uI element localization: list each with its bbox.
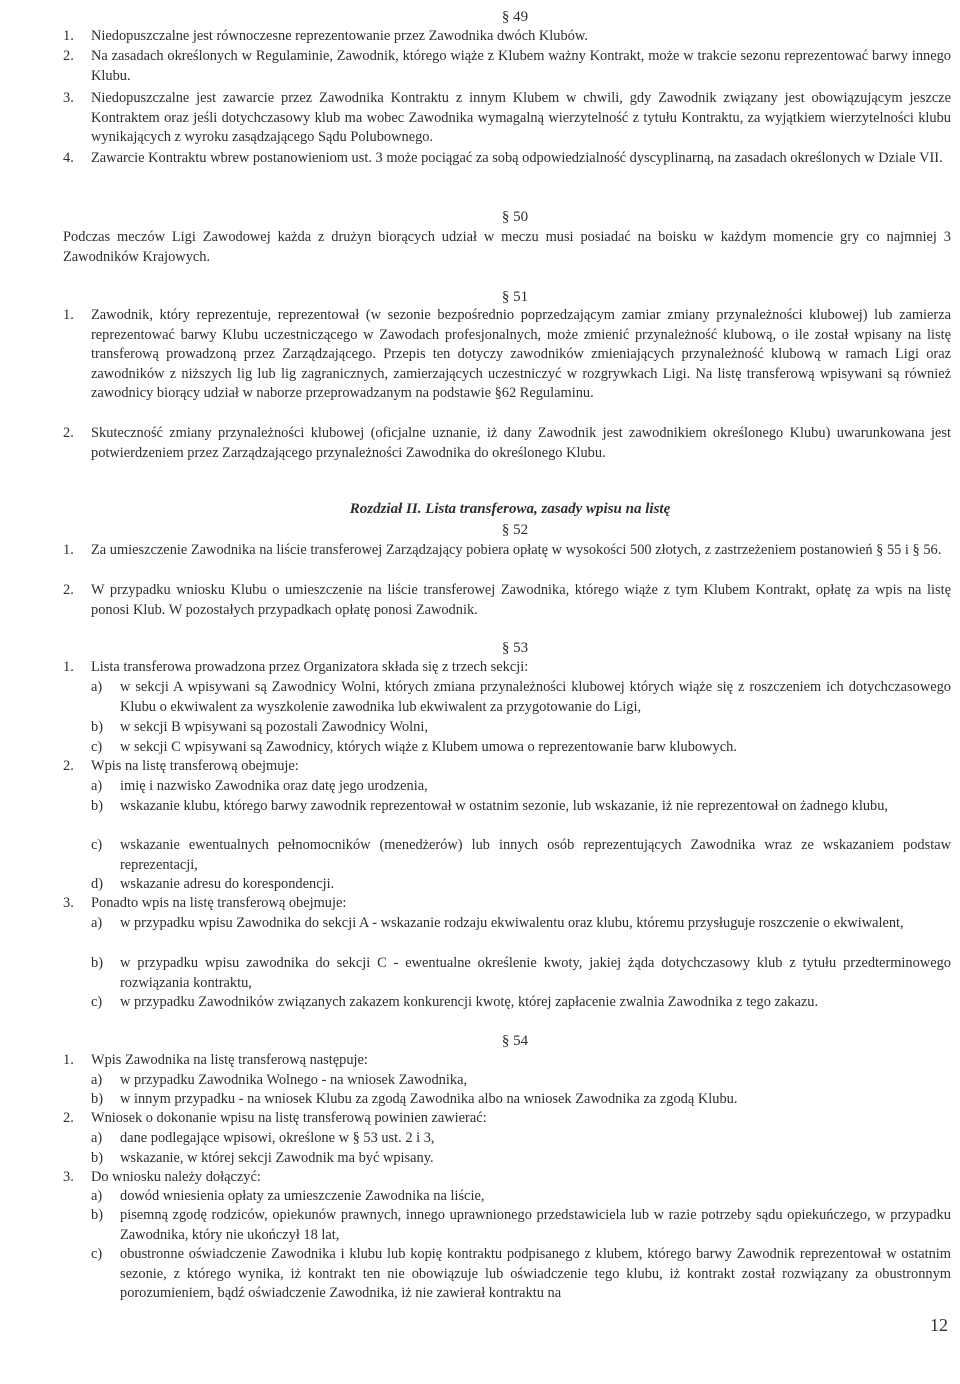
sub-item	[91, 1071, 951, 1091]
paragraph: Podczas meczów Ligi Zawodowej każda z drużyn biorących udział w meczu musi posiadać na boisku w każdym momencie gry co najmniej 3 Zawodników Krajowych.	[63, 229, 951, 265]
sub-item	[91, 993, 951, 1013]
item-text: Wniosek o dokonanie wpisu na listę transferową powinien zawierać:	[91, 1110, 487, 1126]
section-heading-51: § 51	[501, 289, 529, 305]
sub-item	[91, 1129, 951, 1149]
sub-item-letter: b)	[91, 798, 103, 814]
item-number: 2.	[63, 425, 74, 441]
sub-item-letter: b)	[91, 1091, 103, 1107]
section-heading-54: § 54	[501, 1033, 529, 1049]
item-text: W przypadku wniosku Klubu o umieszczenie na liście transferowej Zawodnika, którego wiąże z tym Klubem Kontrakt, opłatę za wpis na listę ponosi Klub. W pozostałych przypadkach opłatę ponosi Zawodnik.	[91, 582, 951, 618]
item-number: 2.	[63, 758, 74, 774]
sub-item-letter: a)	[91, 1072, 103, 1088]
item-text: Na zasadach określonych w Regulaminie, Zawodnik, którego wiąże z Klubem ważny Kontrakt, może w trakcie sezonu reprezentować barwy innego Klubu.	[91, 48, 951, 84]
sub-item	[91, 1206, 951, 1245]
sub-item-letter: c)	[91, 994, 103, 1010]
sub-item-text: w sekcji B wpisywani są pozostali Zawodnicy Wolni,	[120, 719, 428, 735]
item-number: 2.	[63, 1110, 74, 1126]
section-heading-53: § 53	[501, 640, 529, 656]
sub-item	[91, 718, 951, 738]
item-number: 1.	[63, 307, 74, 323]
item-text: Skuteczność zmiany przynależności klubowej (oficjalne uznanie, iż dany Zawodnik jest zawodnikiem określonego Klubu) uwarunkowana jest potwierdzeniem przez Zarządzającego przynależności Zawodnika do określonego Klubu.	[91, 425, 951, 461]
list-item	[63, 149, 951, 169]
list-item	[63, 89, 951, 148]
sub-item	[91, 875, 951, 895]
sub-item-letter: a)	[91, 778, 103, 794]
sub-item-text: wskazanie adresu do korespondencji.	[120, 876, 335, 892]
sub-item-letter: c)	[91, 1246, 103, 1262]
sub-item-text: wskazanie ewentualnych pełnomocników (menedżerów) lub innych osób reprezentujących Zawodnika wraz ze wskazaniem podstaw reprezentacji,	[120, 837, 951, 873]
list-item	[63, 541, 951, 561]
item-text: Ponadto wpis na listę transferową obejmuje:	[91, 895, 347, 911]
chapter-title: Rozdział II. Lista transferowa, zasady wpisu na listę	[349, 501, 671, 517]
sub-item	[91, 836, 951, 875]
sub-item	[91, 1149, 951, 1169]
sub-item-text: wskazanie klubu, którego barwy zawodnik reprezentował w ostatnim sezonie, lub wskazanie, iż nie reprezentował on żadnego klubu,	[120, 798, 889, 814]
sub-item-letter: b)	[91, 1150, 103, 1166]
sub-item-letter: c)	[91, 837, 103, 853]
sub-item	[91, 777, 951, 797]
list-item	[63, 424, 951, 463]
item-number: 3.	[63, 895, 74, 911]
sub-item-letter: a)	[91, 1188, 103, 1204]
sub-item-text: w sekcji C wpisywani są Zawodnicy, których wiąże z Klubem umowa o reprezentowanie barw klubowych.	[120, 739, 737, 755]
item-number: 2.	[63, 582, 74, 598]
list-item	[63, 27, 951, 47]
list-item	[63, 1051, 951, 1071]
list-item	[63, 757, 951, 777]
sub-item-text: w przypadku wpisu Zawodnika do sekcji A - wskazanie rodzaju ekwiwalentu oraz klubu, któremu przysługuje roszczenie o ekwiwalent,	[120, 915, 904, 931]
sub-item-letter: b)	[91, 1207, 103, 1223]
item-text: Zawarcie Kontraktu wbrew postanowieniom ust. 3 może pociągać za sobą odpowiedzialność dyscyplinarną, na zasadach określonych w Dziale VII.	[91, 150, 943, 166]
list-item	[63, 47, 951, 86]
item-number: 3.	[63, 1169, 74, 1185]
item-number: 1.	[63, 659, 74, 675]
sub-item	[91, 914, 951, 934]
sub-item	[91, 1090, 951, 1110]
sub-item-text: pisemną zgodę rodziców, opiekunów prawnych, innego uprawnionego przedstawiciela lub w razie potrzeby sądu opiekuńczego, w przypadku Zawodnika, który nie ukończył 18 lat,	[120, 1207, 951, 1243]
sub-item-letter: b)	[91, 955, 103, 971]
item-number: 3.	[63, 90, 74, 106]
sub-item-text: wskazanie, w której sekcji Zawodnik ma być wpisany.	[120, 1150, 434, 1166]
sub-item-text: w innym przypadku - na wniosek Klubu za zgodą Zawodnika albo na wniosek Zawodnika za zgodą Klubu.	[120, 1091, 738, 1107]
section-heading-52: § 52	[501, 522, 529, 538]
sub-item-letter: a)	[91, 679, 103, 695]
sub-item-text: w przypadku Zawodników związanych zakazem konkurencji kwotę, której zapłacenie zwalnia Zawodnika z tego zakazu.	[120, 994, 819, 1010]
item-text: Niedopuszczalne jest zawarcie przez Zawodnika Kontraktu z innym Klubem w chwili, gdy Zawodnik związany jest obowiązującym jeszcze Kontraktem oraz jeśli dotychczasowy klub ma wobec Zawodnika wymagalną wierzytelność z tytułu Kontraktu, za wyjątkiem wierzytelności klubu wynikających z wyroku zasądzającego Sądu Polubownego.	[91, 90, 951, 145]
sub-item-letter: c)	[91, 739, 103, 755]
item-number: 4.	[63, 150, 74, 166]
item-text: Lista transferowa prowadzona przez Organizatora składa się z trzech sekcji:	[91, 659, 529, 675]
sub-item-text: obustronne oświadczenie Zawodnika i klubu lub kopię kontraktu podpisanego z klubem, którego barwy Zawodnik reprezentował w ostatnim sezonie, z którego wynika, iż kontrakt ten nie obowiązuje lub oświadczenie tego klubu, iż kontrakt został rozwiązany za obustronnym porozumieniem, bądź oświadczenie Zawodnika, iż nie zawierał kontraktu na	[120, 1246, 951, 1301]
item-text: Wpis na listę transferową obejmuje:	[91, 758, 299, 774]
item-number: 1.	[63, 28, 74, 44]
sub-item	[91, 797, 951, 817]
sub-item	[91, 738, 951, 758]
sub-item-text: w sekcji A wpisywani są Zawodnicy Wolni, których zmiana przynależności klubowej których wiąże się z roszczeniem ich dotychczasowego Klubu o ekwiwalent za wyszkolenie zawodnika lub ekwiwalent za przygotowanie do Ligi,	[120, 679, 951, 715]
item-text: Niedopuszczalne jest równoczesne reprezentowanie przez Zawodnika dwóch Klubów.	[91, 28, 588, 44]
section-heading-50: § 50	[501, 209, 529, 225]
item-number: 1.	[63, 542, 74, 558]
item-number: 2.	[63, 48, 74, 64]
sub-item	[91, 678, 951, 717]
sub-item-text: w przypadku wpisu zawodnika do sekcji C - ewentualne określenie kwoty, jakiej żąda dotychczasowy klub z tytułu przedterminowego rozwiązania kontraktu,	[120, 955, 951, 991]
sub-item	[91, 954, 951, 993]
item-text: Zawodnik, który reprezentuje, reprezentował (w sezonie bezpośrednio poprzedzającym zamiar zmiany przynależności klubowej) lub zamierza reprezentować barwy Klubu uczestniczącego w Zawodach profesjonalnych, może zmienić przynależność klubową, o ile został wpisany na listę transferową prowadzoną przez Zarządzającego. Przepis ten dotyczy zawodników zmieniających przynależność klubową w ramach Ligi oraz zawodników z niższych lig lub lig zagranicznych, zamierzających uczestniczyć w rozgrywkach Ligi. Na listę transferową wpisywani są również zawodnicy biorący udział w naborze przeprowadzanym na podstawie §62 Regulaminu.	[91, 307, 951, 401]
list-item	[63, 894, 951, 914]
item-text: Wpis Zawodnika na listę transferową następuje:	[91, 1052, 368, 1068]
sub-item	[91, 1187, 951, 1207]
sub-item-letter: a)	[91, 915, 103, 931]
sub-item-letter: d)	[91, 876, 103, 892]
sub-item-letter: a)	[91, 1130, 103, 1146]
page-number: 12	[930, 1315, 948, 1335]
list-item	[63, 306, 951, 404]
sub-item-text: imię i nazwisko Zawodnika oraz datę jego urodzenia,	[120, 778, 428, 794]
sub-item-text: dowód wniesienia opłaty za umieszczenie Zawodnika na liście,	[120, 1188, 485, 1204]
list-item	[63, 581, 951, 620]
list-item	[63, 1109, 951, 1129]
list-item	[63, 1168, 951, 1188]
item-text: Za umieszczenie Zawodnika na liście transferowej Zarządzający pobiera opłatę w wysokości 500 złotych, z zastrzeżeniem postanowień § 55 i § 56.	[91, 542, 942, 558]
sub-item-text: w przypadku Zawodnika Wolnego - na wniosek Zawodnika,	[120, 1072, 468, 1088]
item-text: Do wniosku należy dołączyć:	[91, 1169, 261, 1185]
item-number: 1.	[63, 1052, 74, 1068]
sub-item-text: dane podlegające wpisowi, określone w § 53 ust. 2 i 3,	[120, 1130, 435, 1146]
list-item	[63, 658, 951, 678]
sub-item	[91, 1245, 951, 1304]
sub-item-letter: b)	[91, 719, 103, 735]
section-heading-49: § 49	[501, 9, 529, 25]
